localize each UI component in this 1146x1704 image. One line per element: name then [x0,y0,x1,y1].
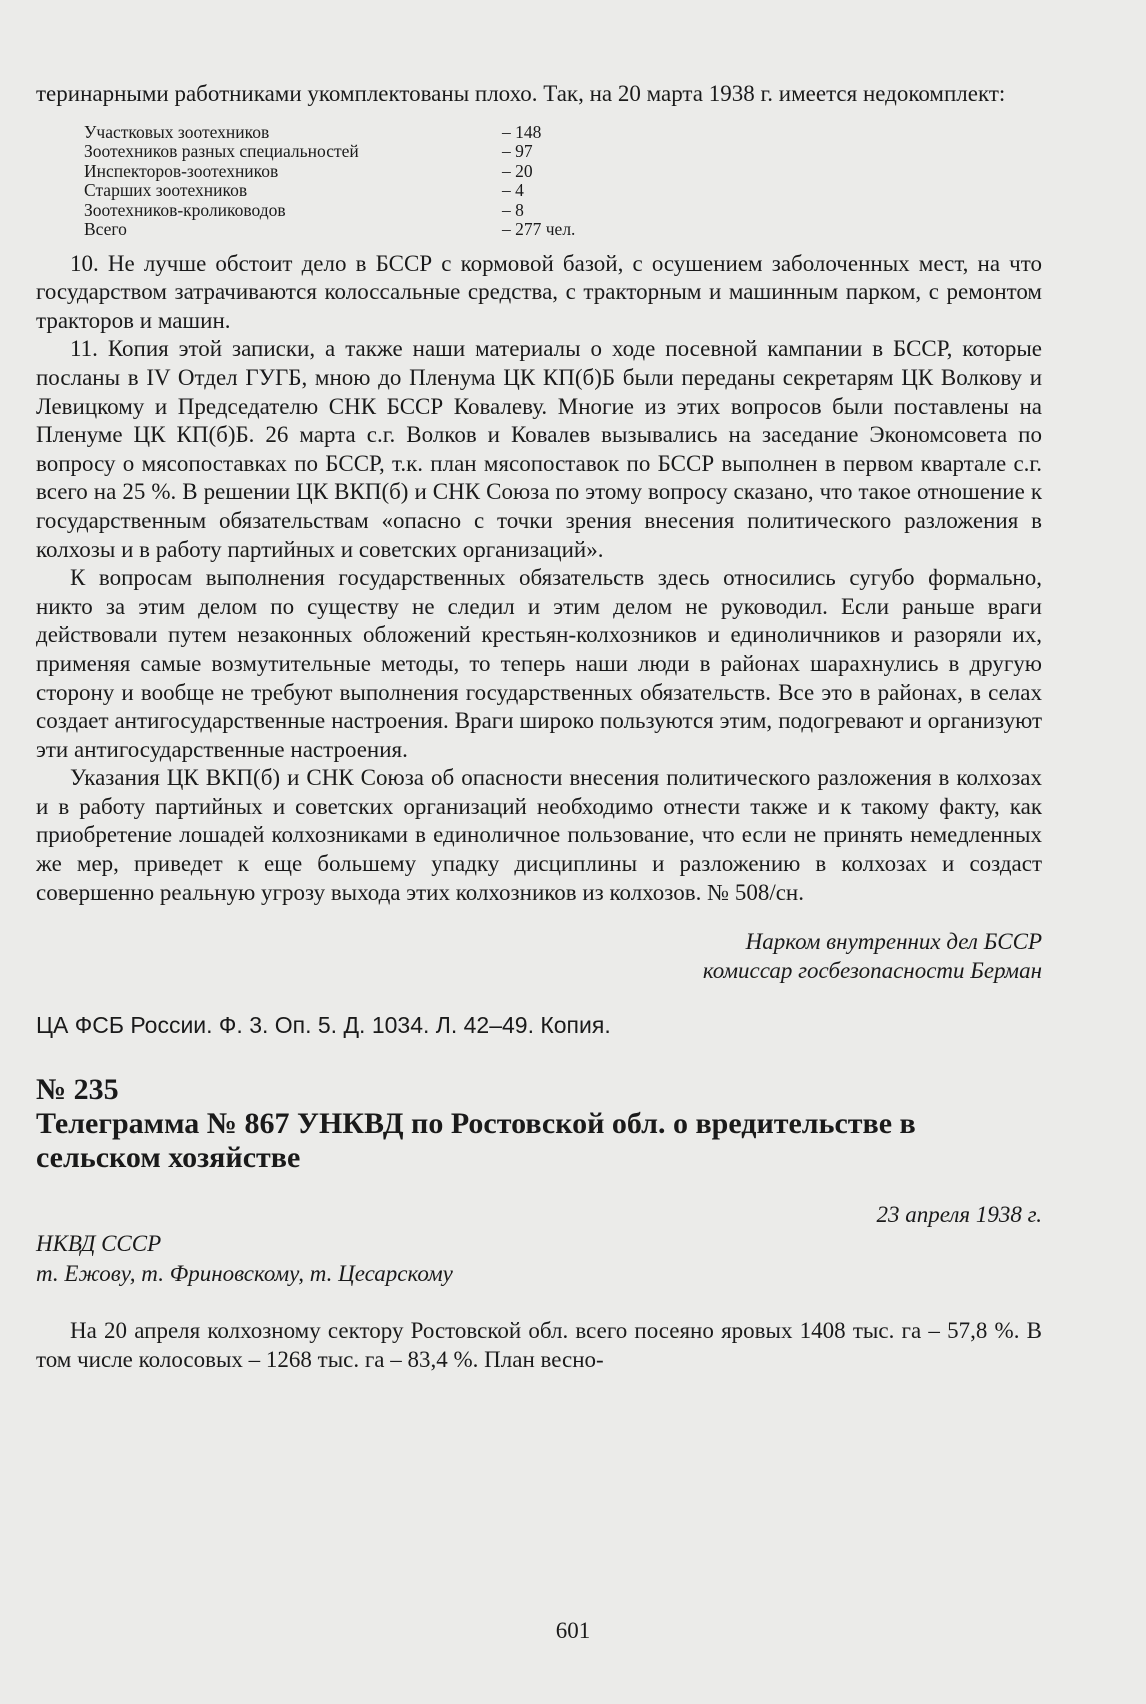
staff-label: Всего [84,219,127,240]
addressee-block [36,1229,1042,1289]
paragraph-11: 11. Копия этой записки, а также наши материалы о ходе посевной кампании в БССР, которые посланы в IV Отдел ГУГБ, мною до Пленума ЦК КП(б)Б были переданы секретарям ЦК Волкову и Левицкому и Председателю СНК БССР Ковалеву. Многие из этих вопросов были поставлены на Пленуме ЦК КП(б)Б. 26 марта с.г. Волков и Ковалев вызывались на заседание Экономсовета по вопросу о мясопоставках по БССР, т.к. план мясопоставок по БССР выполнен в первом квартале с.г. всего на 25 %. В решении ЦК ВКП(б) и СНК Союза по этому вопросу сказано, что такое отношение к государственным обязательствам «опасно с точки зрения внесения политического разложения в колхозы и в работу партийных и советских организаций». [36,336,1042,562]
staff-value: – 148 [502,121,542,142]
staff-label: Зоотехников-кролиководов [84,199,286,220]
staff-row [84,162,644,182]
staff-row [84,201,644,221]
staff-value: – 8 [502,199,524,220]
page-number: 601 [555,1618,591,1643]
staff-row [84,142,644,162]
document-number: № 235 [36,1073,119,1107]
addressee-persons: т. Ежову, т. Фриновскому, т. Цесарскому [36,1261,453,1287]
addressee-organization: НКВД СССР [36,1231,162,1257]
signature-title: Нарком внутренних дел БССР [745,929,1042,955]
staff-label: Старших зоотехников [84,180,248,201]
paragraph-instructions: Указания ЦК ВКП(б) и СНК Союза об опасности внесения политического разложения в колхозах и в работу партийных и советских организаций необходимо отнести также и к такому факту, как приобретение лошадей колхозниками в единоличное пользование, что если не принять немедленных же мер, приведет к еще большему упадку дисциплины и разложению в колхозах и создаст совершенно реальную угрозу выхода этих колхозников из колхозов. № 508/сн. [36,765,1042,905]
staff-row [84,181,644,201]
document-date: 23 апреля 1938 г. [876,1202,1042,1228]
staff-label: Участковых зоотехников [84,121,270,142]
staff-value: – 4 [502,180,524,201]
intro-paragraph: теринарными работниками укомплектованы плохо. Так, на 20 марта 1938 г. имеется недокомплект: [36,81,1006,106]
paragraph-10: 10. Не лучше обстоит дело в БССР с кормовой базой, с осушением заболоченных мест, на что государством затрачиваются колоссальные средства, с тракторным и машинным парком, с ремонтом тракторов и машин. [36,250,1042,333]
document-title: Телеграмма № 867 УНКВД по Ростовской обл. о вредительстве в сельском хозяйстве [36,1107,916,1175]
staff-shortage-table [84,123,644,240]
staff-label: Инспекторов-зоотехников [84,160,279,181]
page-content [36,80,1042,1374]
staff-row [84,123,644,143]
signature-block [36,927,1042,985]
telegram-text: На 20 апреля колхозному сектору Ростовской обл. всего посеяно яровых 1408 тыс. га – 57,8 %. В том числе колосовых – 1268 тыс. га – 83,4 %. План весно- [36,1318,1042,1372]
staff-label: Зоотехников разных специальностей [84,141,359,162]
staff-value: – 277 чел. [502,219,576,240]
staff-value: – 20 [502,160,533,181]
signature-name: комиссар госбезопасности Берман [702,958,1042,984]
staff-total-row [84,220,644,240]
staff-value: – 97 [502,141,533,162]
paragraph-obligations: К вопросам выполнения государственных обязательств здесь относились сугубо формально, никто за этим делом по существу не следил и этим делом не руководил. Если раньше враги действовали путем незаконных обложений крестьян-колхозников и единоличников и разоряли их, применяя самые возмутительные методы, то теперь наши люди в районах шарахнулись в другую сторону и вообще не требуют выполнения государственных обязательств. Все это в районах, в селах создает антигосударственные настроения. Враги широко пользуются этим, подогревают и организуют эти антигосударственные настроения. [36,565,1042,762]
archive-source: ЦА ФСБ России. Ф. 3. Оп. 5. Д. 1034. Л. 42–49. Копия. [36,1012,611,1039]
